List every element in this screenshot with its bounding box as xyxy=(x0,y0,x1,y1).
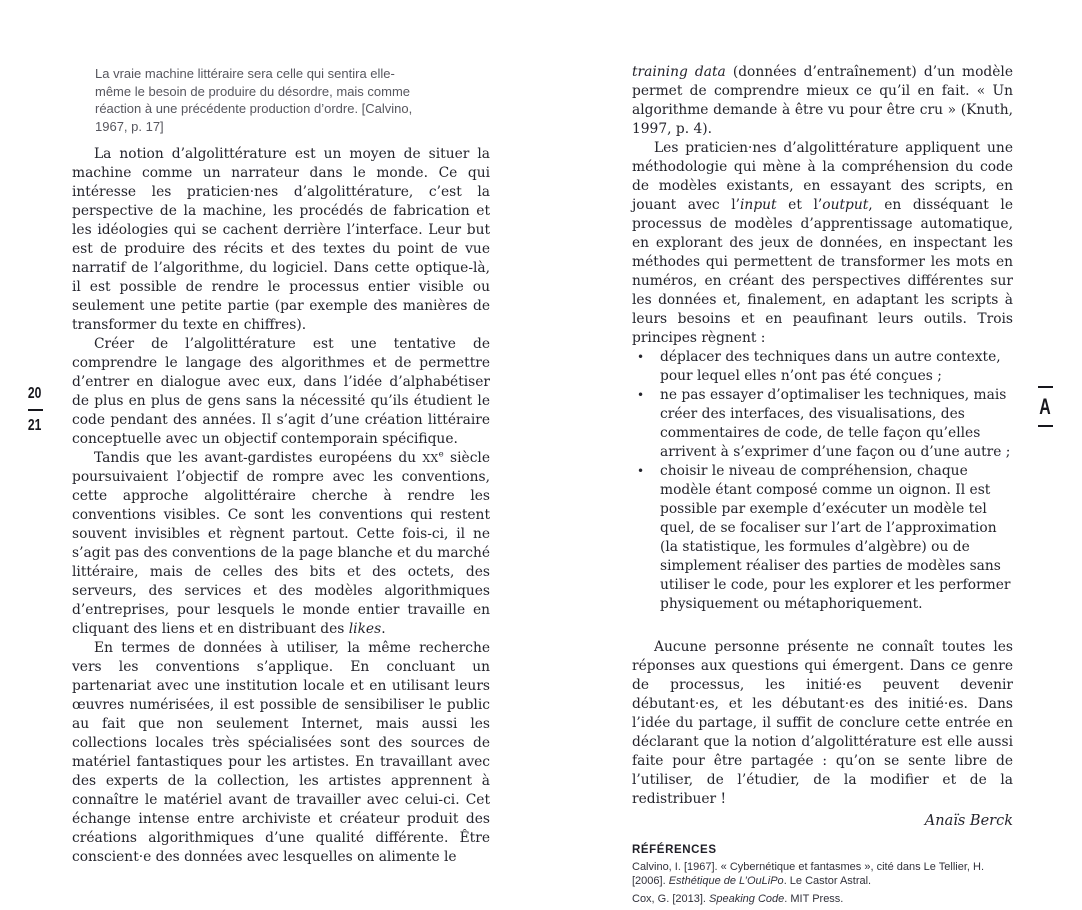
epigraph: La vraie machine littéraire sera celle qui sentira elle-même le besoin de produire du désordre, mais comme réaction à une précédente production d’ordre. [Calvino, 1967, p. 17] xyxy=(95,66,413,134)
left-page-body xyxy=(72,145,490,867)
styled-text: training data xyxy=(632,64,726,80)
text: Les praticien·nes d’algolittérature appliquent une méthodologie qui mène à la compréhension du code de modèles existants, en essayant des scripts, en jouant avec l’ xyxy=(632,140,1013,213)
text: . MIT Press. xyxy=(784,893,844,905)
paragraph xyxy=(632,638,1013,809)
folio-divider xyxy=(28,409,43,411)
text: déplacer des techniques dans un autre contexte, pour lequel elles n’ont pas été conçues ; xyxy=(660,349,1001,384)
text: choisir le niveau de compréhension, chaque modèle étant composé comme un oignon. Il est possible par exemple d’exécuter un modèle tel quel, de se focaliser sur l’art de l’approximation (la statistique, les formules d’algèbre) ou de simplement réaliser des parties de modèles sans utiliser le code, pour les explorer et les performer physiquement ou métaphoriquement. xyxy=(660,463,1011,612)
text: La notion d’algolittérature est un moyen de situer la machine comme un narrateur dans le monde. Ce qui intéresse les praticien·nes d’algolittérature, c’est la perspective de la machine, les procédés de fabrication et les idéologies qui se cachent derrière l’interface. Leur but est de produire des récits et des textes du point de vue narratif de l’algorithme, du logiciel. Dans cette optique-là, il est possible de rendre le processus entier visible ou seulement une petite partie (par exemple des manières de transformer du texte en chiffres). xyxy=(72,146,490,333)
text: Tandis que les avant-gardistes européens du xyxy=(94,450,423,466)
reference-item xyxy=(632,892,1013,906)
folio xyxy=(18,385,52,435)
paragraph xyxy=(632,139,1013,348)
text: ne pas essayer d’optimaliser les techniques, mais créer des interfaces, des visualisations, des commentaires de code, de telle façon qu’elles arrivent à s’exprimer d’une façon ou d’une autre ; xyxy=(660,387,1011,460)
styled-text: input xyxy=(740,197,777,213)
folio-top-number: 20 xyxy=(28,385,42,402)
text: Calvino, I. [1967]. « Cybernétique et fantasmes », cité dans Le Tellier, H. [2006]. xyxy=(632,861,984,887)
bullet-icon: • xyxy=(637,464,645,478)
text: Cox, G. [2013]. xyxy=(632,893,710,905)
styled-text: Esthétique de L’OuLiPo xyxy=(668,875,784,887)
left-page xyxy=(72,63,490,867)
folio-bottom-number: 21 xyxy=(28,417,42,434)
reference-item xyxy=(632,860,1013,888)
text: , en disséquant le processus de modèles d’apprentissage automatique, en explorant des jeux de données, en inspectant les méthodes qui permettent de transformer les mots en numéros, en créant des perspectives différentes sur les données et, finalement, en adaptant les scripts à leurs besoins et en peaufinant leurs outils. Trois principes règnent : xyxy=(632,197,1013,346)
text: (données d’entraînement) d’un modèle permet de comprendre mieux ce qu’il en fait. « Un algorithme demande à être vu pour être cru » (Knuth, 1997, p. 4). xyxy=(632,64,1013,137)
styled-text: Speaking Code xyxy=(709,893,785,905)
bullet-item xyxy=(632,462,1013,614)
bullet-icon: • xyxy=(637,388,645,402)
text: et l’ xyxy=(776,197,823,213)
section-marker xyxy=(1030,386,1060,427)
marker-dash-top-icon xyxy=(1038,386,1053,388)
bullet-text xyxy=(660,462,1013,614)
references-heading: RÉFÉRENCES xyxy=(632,844,717,856)
bullet-item xyxy=(632,348,1013,386)
styled-text: XX xyxy=(422,452,439,465)
bullet-text xyxy=(660,348,1013,386)
text: En termes de données à utiliser, la même recherche vers les conventions s’applique. En concluant un partenariat avec une institution locale et en utilisant leurs œuvres numérisées, il est possible de sensibiliser le public au fait que non seulement Internet, mais aussi les collections locales très spécialisées sont des sources de matériel fantastiques pour les artistes. En travaillant avec des experts de la collection, les artistes apprennent à connaître le matériel avant de travailler avec celui-ci. Cet échange intense entre archiviste et créateur produit des créations algorithmiques d’une qualité différente. Être conscient·e des données avec lesquelles on alimente le xyxy=(72,640,490,865)
text: Aucune personne présente ne connaît toutes les réponses aux questions qui émergent. Dans ce genre de processus, les initié·es peuvent devenir débutant·es, et les débutant·es des initié·es. Dans l’idée du partage, il suffit de conclure cette entrée en déclarant que la notion d’algolittérature est elle aussi faite pour être partagée : qu’on se sente libre de l’utiliser, de l’étudier, de la modifier et de la redistribuer ! xyxy=(632,639,1013,807)
bullet-item xyxy=(632,386,1013,462)
styled-text: output xyxy=(822,197,869,213)
right-page xyxy=(632,63,1013,910)
references xyxy=(632,844,1013,906)
paragraph xyxy=(72,145,490,335)
bullet-icon: • xyxy=(637,350,645,364)
bullet-text xyxy=(660,386,1013,462)
paragraph xyxy=(72,639,490,867)
paragraph xyxy=(632,63,1013,139)
marker-letter: A xyxy=(1039,394,1051,419)
text: Créer de l’algolittérature est une tentative de comprendre le langage des algorithmes et de permettre d’entrer en dialogue avec eux, dans l’idée d’alphabétiser de plus en plus de gens sans la nécessité qu’ils étudient le code pendant des années. Il s’agit d’une création littéraire conceptuelle avec un objectif contemporain spécifique. xyxy=(72,336,490,447)
paragraph xyxy=(72,449,490,639)
right-page-body-closing xyxy=(632,638,1013,809)
styled-text: likes xyxy=(348,621,382,637)
paragraph xyxy=(72,335,490,449)
marker-dash-bottom-icon xyxy=(1038,425,1053,427)
references-list xyxy=(632,860,1013,906)
text: . xyxy=(381,621,386,637)
text: . Le Castor Astral. xyxy=(783,875,872,887)
bullet-list xyxy=(632,348,1013,614)
signature: Anaïs Berck xyxy=(924,813,1013,829)
text: siècle poursuivaient l’objectif de rompre avec les conventions, cette approche algolittéraire cherche à rendre les conventions visibles. Ce sont les conventions qui restent souvent invisibles et règnent partout. Cette fois-ci, il ne s’agit pas des conventions de la page blanche et du marché littéraire, mais de celles des bits et des octets, des serveurs, des services et des modèles algorithmiques d’entreprises, pour lesquels le monde entier travaille en cliquant des liens et en distribuant des xyxy=(72,450,490,637)
right-page-body-top xyxy=(632,63,1013,348)
styled-text: e xyxy=(438,449,444,460)
